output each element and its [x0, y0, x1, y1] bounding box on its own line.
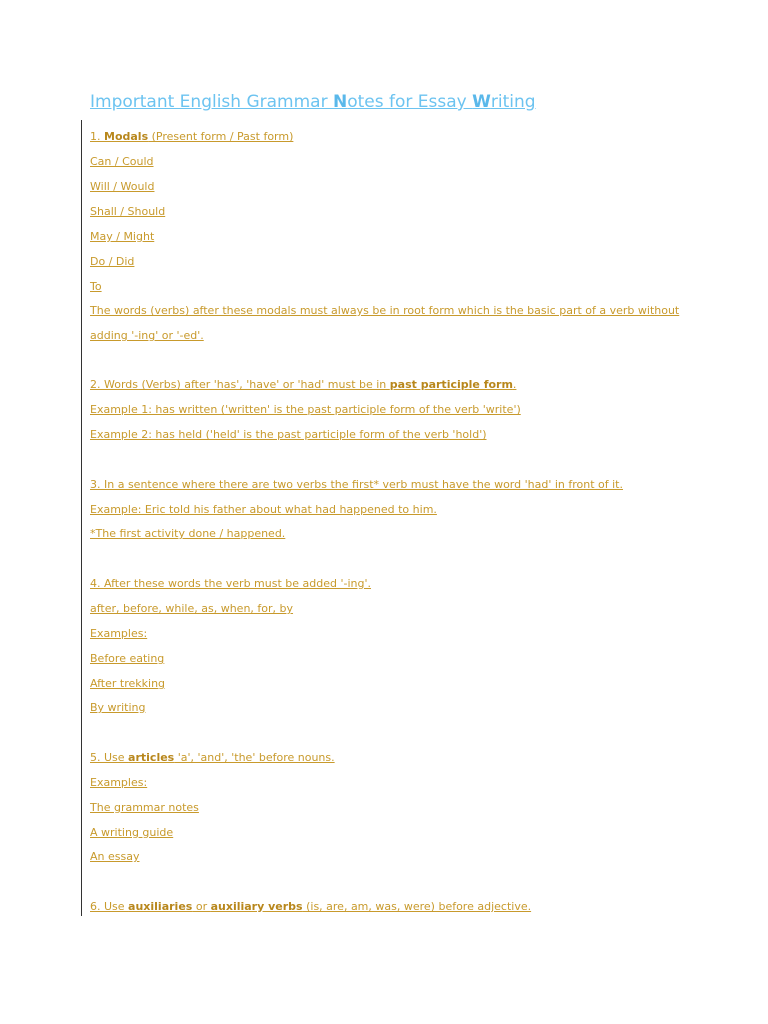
heading-text: 5. Use: [90, 751, 129, 764]
heading-bold-text: past participle form: [389, 378, 513, 391]
list-item[interactable]: An essay: [90, 850, 140, 863]
title-text: otes for Essay: [347, 92, 473, 112]
title-text: N: [332, 92, 348, 112]
heading-bold-text: auxiliary verbs: [210, 900, 303, 913]
list-item[interactable]: To: [90, 280, 102, 293]
list-item[interactable]: Will / Would: [90, 180, 155, 193]
section-5-heading[interactable]: [90, 751, 335, 765]
section-6-heading[interactable]: [90, 900, 531, 914]
left-margin-rule: [81, 120, 82, 916]
heading-bold-text: Modals: [104, 130, 149, 143]
example-line[interactable]: Example 1: has written ('written' is the past participle form of the verb 'write'): [90, 403, 521, 416]
list-item[interactable]: May / Might: [90, 230, 155, 243]
paragraph-line[interactable]: adding '-ing' or '-ed'.: [90, 329, 204, 342]
document-title[interactable]: [90, 92, 536, 112]
heading-bold-text: auxiliaries: [128, 900, 193, 913]
heading-text: 6. Use: [90, 900, 129, 913]
footnote-line[interactable]: *The first activity done / happened.: [90, 527, 286, 540]
examples-label[interactable]: Examples:: [90, 776, 148, 789]
section-2-heading[interactable]: [90, 378, 516, 392]
heading-text: (Present form / Past form): [148, 130, 294, 143]
paragraph-line[interactable]: The words (verbs) after these modals must always be in root form which is the basic part of a verb without: [90, 304, 680, 317]
list-item[interactable]: A writing guide: [90, 826, 174, 839]
title-text: W: [472, 92, 491, 112]
list-item[interactable]: Can / Could: [90, 155, 154, 168]
title-text: Important English Grammar: [90, 92, 333, 112]
heading-text: (is, are, am, was, were) before adjective.: [302, 900, 532, 913]
list-item[interactable]: Shall / Should: [90, 205, 166, 218]
example-line[interactable]: Example 2: has held ('held' is the past participle form of the verb 'hold'): [90, 428, 487, 441]
heading-text: 'a', 'and', 'the' before nouns.: [174, 751, 335, 764]
heading-text: or: [192, 900, 211, 913]
list-item[interactable]: The grammar notes: [90, 801, 199, 814]
list-item[interactable]: By writing: [90, 701, 146, 714]
example-line[interactable]: Example: Eric told his father about what had happened to him.: [90, 503, 437, 516]
list-item[interactable]: After trekking: [90, 677, 166, 690]
heading-bold-text: articles: [128, 751, 175, 764]
title-text: riting: [490, 92, 536, 112]
list-item[interactable]: Do / Did: [90, 255, 135, 268]
list-item[interactable]: Before eating: [90, 652, 165, 665]
section-3-heading[interactable]: 3. In a sentence where there are two verbs the first* verb must have the word 'had' in front of it.: [90, 478, 623, 491]
heading-text: 2. Words (Verbs) after 'has', 'have' or 'had' must be in: [90, 378, 390, 391]
section-4-heading[interactable]: 4. After these words the verb must be added '-ing'.: [90, 577, 371, 590]
word-list-line[interactable]: after, before, while, as, when, for, by: [90, 602, 294, 615]
heading-text: .: [512, 378, 517, 391]
examples-label[interactable]: Examples:: [90, 627, 148, 640]
section-1-heading[interactable]: [90, 130, 293, 144]
heading-text: 1.: [90, 130, 104, 143]
